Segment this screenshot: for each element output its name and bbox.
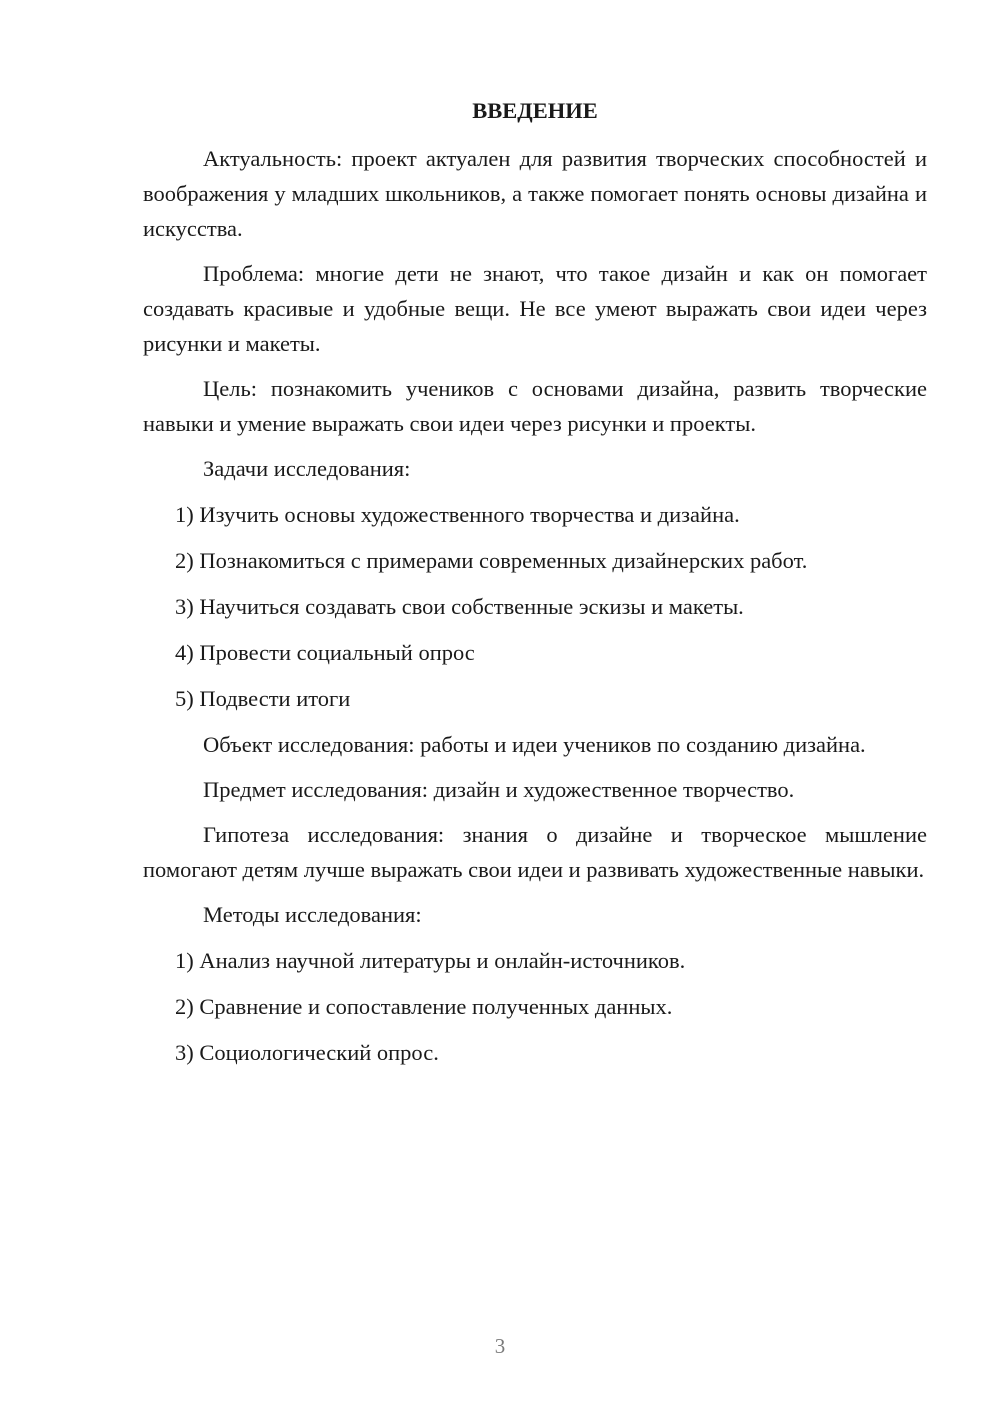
page-number: 3 xyxy=(494,1334,506,1358)
list-item: 1) Изучить основы художественного творчества и дизайна. xyxy=(175,502,740,527)
list-item: 5) Подвести итоги xyxy=(175,686,351,711)
hypothesis-paragraph: Гипотеза исследования: знания о дизайне и творческое мышление помогают детям лучше выражать свои идеи и развивать художественные навыки. xyxy=(143,822,927,882)
list-item: 1) Анализ научной литературы и онлайн-источников. xyxy=(175,948,686,973)
list-item: 2) Познакомиться с примерами современных дизайнерских работ. xyxy=(175,548,808,573)
methods-heading: Методы исследования: xyxy=(203,902,422,927)
list-item: 4) Провести социальный опрос xyxy=(175,640,475,665)
list-item: 3) Социологический опрос. xyxy=(175,1040,439,1065)
object-paragraph: Объект исследования: работы и идеи учеников по созданию дизайна. xyxy=(203,732,866,757)
list-item: 2) Сравнение и сопоставление полученных данных. xyxy=(175,994,673,1019)
tasks-heading: Задачи исследования: xyxy=(203,456,411,481)
methods-list xyxy=(143,943,927,1070)
page-content xyxy=(143,93,927,1081)
problem-paragraph: Проблема: многие дети не знают, что такое дизайн и как он помогает создавать красивые и удобные вещи. Не все умеют выражать свои идеи через рисунки и макеты. xyxy=(143,261,927,356)
list-item: 3) Научиться создавать свои собственные эскизы и макеты. xyxy=(175,594,744,619)
subject-paragraph: Предмет исследования: дизайн и художественное творчество. xyxy=(203,777,795,802)
tasks-list xyxy=(143,497,927,716)
goal-paragraph: Цель: познакомить учеников с основами дизайна, развить творческие навыки и умение выражать свои идеи через рисунки и проекты. xyxy=(143,376,927,436)
relevance-paragraph: Актуальность: проект актуален для развития творческих способностей и воображения у младших школьников, а также помогает понять основы дизайна и искусства. xyxy=(143,146,927,241)
page-title: ВВЕДЕНИЕ xyxy=(472,98,598,123)
